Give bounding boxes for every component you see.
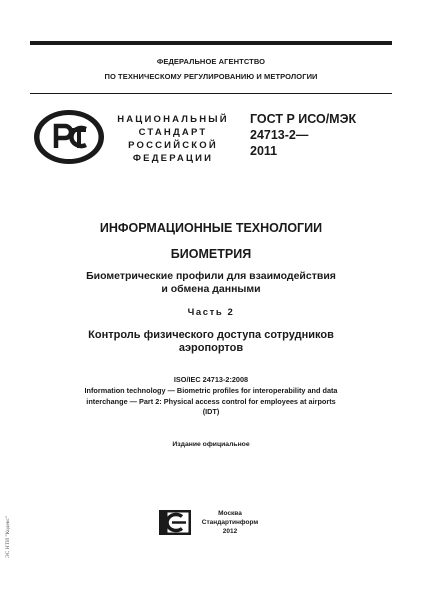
agency-name-line1: ФЕДЕРАЛЬНОЕ АГЕНТСТВО (156, 57, 266, 66)
iso-reference: ISO/IEC 24713-2:2008 (173, 375, 249, 384)
national-standard-line3: РОССИЙСКОЙ (128, 140, 218, 151)
publisher-city: Москва (218, 510, 242, 517)
agency-name-line2: ПО ТЕХНИЧЕСКОМУ РЕГУЛИРОВАНИЮ И МЕТРОЛОГИИ (104, 72, 318, 81)
document-title: ИНФОРМАЦИОННЫЕ ТЕХНОЛОГИИ (99, 221, 323, 235)
national-standard-line1: НАЦИОНАЛЬНЫЙ (117, 114, 229, 125)
gost-number-line1: ГОСТ Р ИСО/МЭК (250, 112, 357, 126)
publisher-name: Стандартинформ (201, 519, 259, 526)
national-standard-line4: ФЕДЕРАЦИИ (132, 153, 214, 164)
english-title-line1: Information technology — Biometric profiles for interoperability and data (84, 386, 338, 395)
english-title-line2: interchange — Part 2: Physical access control for employees at airports (86, 396, 336, 406)
document-subtitle-line1: Биометрические профили для взаимодействия (86, 270, 336, 282)
document-subtitle-line2: и обмена данными (161, 283, 261, 295)
part-title-line1: Контроль физического доступа сотрудников (88, 329, 334, 341)
edition-label: Издание официальное (172, 441, 250, 448)
document-part-label: Часть 2 (187, 307, 235, 318)
standartinform-logo-icon (158, 509, 192, 536)
top-rule (30, 41, 392, 45)
document-topic: БИОМЕТРИЯ (170, 247, 252, 261)
part-title-line2: аэропортов (178, 342, 244, 354)
header-rule (30, 93, 392, 94)
publication-year: 2012 (222, 528, 238, 535)
kodeks-watermark: ЭС НТИ "Кодекс" (5, 515, 11, 559)
rst-certification-logo-icon (32, 108, 106, 166)
national-standard-line2: СТАНДАРТ (138, 127, 208, 138)
gost-number-line3: 2011 (250, 144, 278, 158)
english-title-line3: (IDT) (202, 407, 220, 416)
gost-number-line2: 24713-2— (250, 128, 309, 142)
